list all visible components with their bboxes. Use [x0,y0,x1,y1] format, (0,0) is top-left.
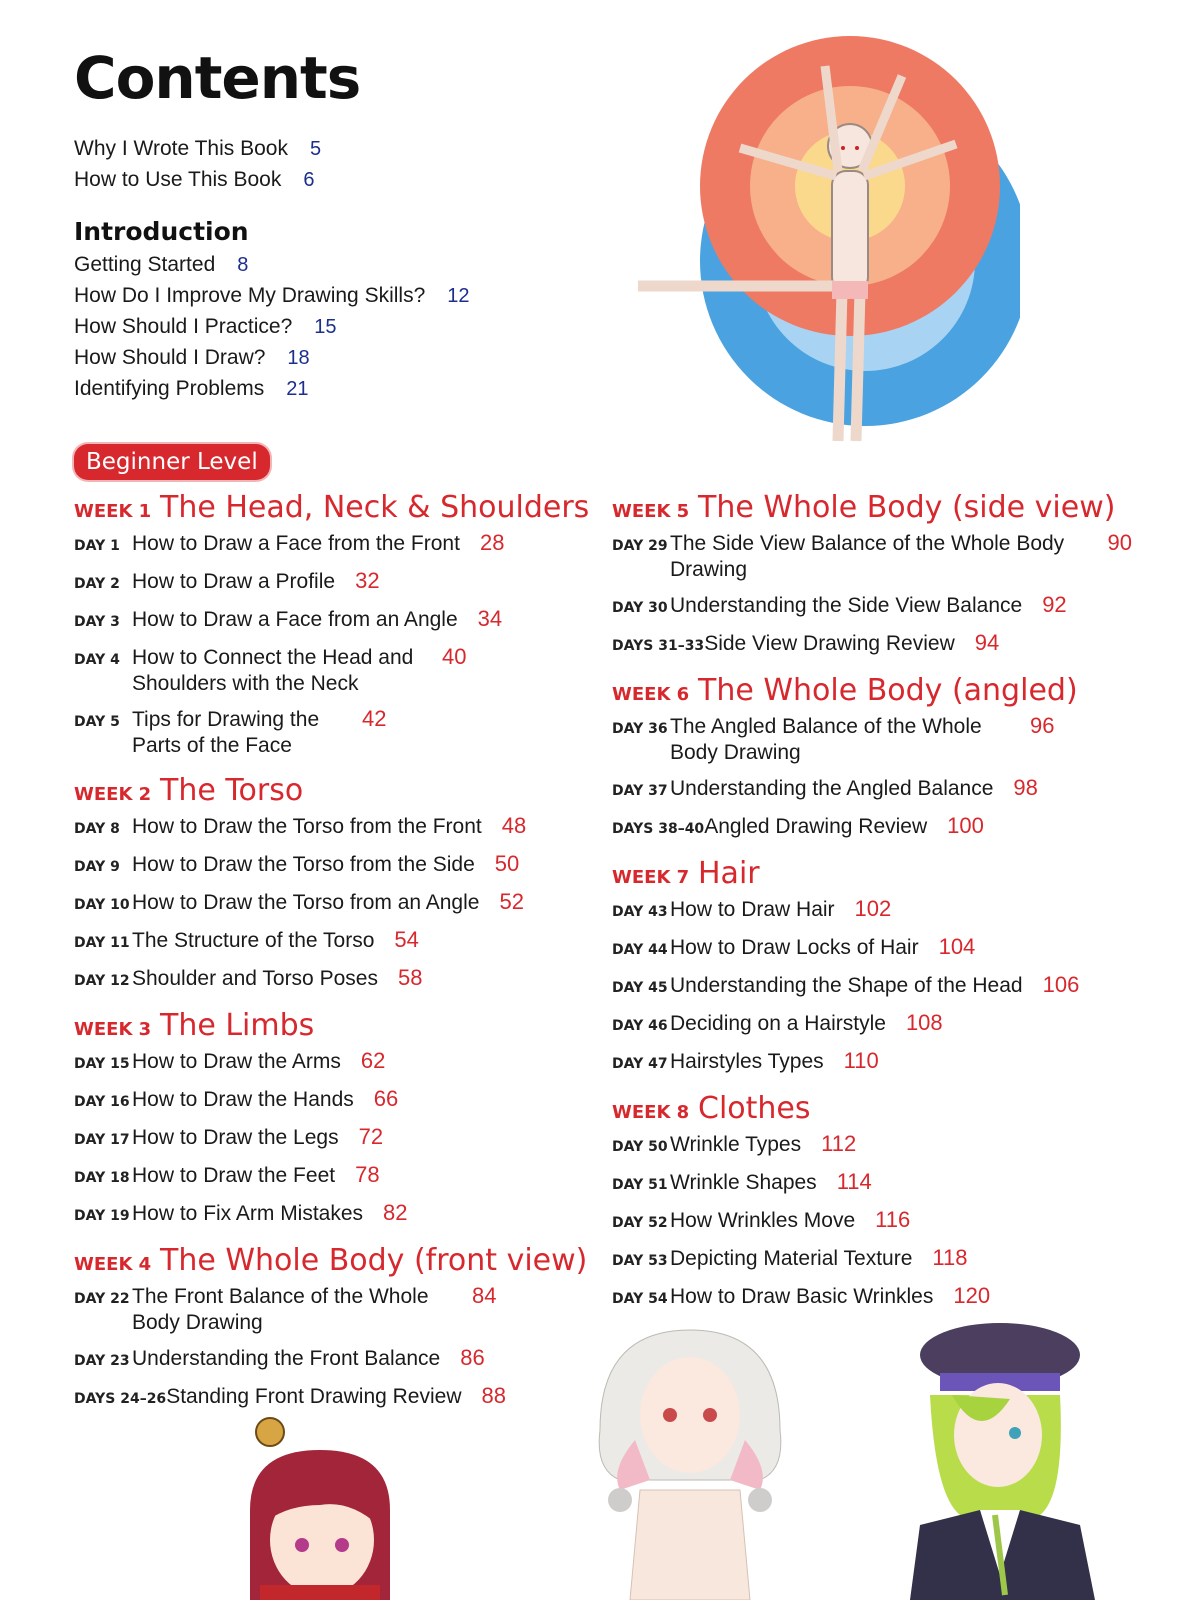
toc-entry[interactable] [74,346,470,377]
day-entry[interactable] [612,1169,1132,1198]
day-entry[interactable] [612,1283,1132,1312]
day-entry[interactable] [74,644,594,697]
entry-title: Getting Started [74,253,216,276]
day-page: 88 [481,1383,506,1408]
week-title: Hair [698,856,760,891]
day-entry[interactable] [612,530,1132,583]
day-title: How to Draw the Hands [132,1088,354,1111]
day-label: DAY 5 [74,714,120,730]
day-label: DAY 50 [612,1139,668,1155]
entry-page: 6 [303,169,315,191]
day-entry[interactable] [74,1048,594,1077]
day-entry[interactable] [74,706,594,759]
day-entry[interactable] [74,1086,594,1115]
day-entry[interactable] [74,965,594,994]
day-label: DAY 52 [612,1215,668,1231]
week-label: WEEK 4 [74,1254,152,1275]
day-page: 120 [953,1283,991,1308]
toc-entry[interactable] [74,137,321,168]
day-title: How to Draw the Torso from the Side [132,853,475,876]
day-page: 110 [843,1048,879,1073]
day-label: DAY 17 [74,1132,130,1148]
toc-entry[interactable] [74,253,470,284]
toc-column-left [74,490,594,1426]
day-entry[interactable] [612,934,1132,963]
day-title: Angled Drawing Review [704,815,928,838]
day-page: 42 [362,706,387,731]
day-label: DAY 44 [612,942,668,958]
toc-entry[interactable] [74,377,470,408]
week-section [74,490,594,759]
day-title: How to Fix Arm Mistakes [132,1202,364,1225]
front-matter-list [74,137,321,199]
day-title: How to Draw the Legs [132,1126,339,1149]
day-title: Wrinkle Types [670,1133,802,1156]
week-title: The Whole Body (angled) [698,673,1078,708]
day-entry[interactable] [612,630,1132,659]
day-title: The Angled Balance of the Whole Body Drawing [670,715,982,764]
day-page: 102 [854,896,892,921]
week-section [612,1091,1132,1312]
entry-page: 21 [286,378,309,400]
day-page: 104 [938,934,976,959]
day-page: 40 [442,644,467,669]
entry-page: 12 [447,285,470,307]
week-label: WEEK 7 [612,867,690,888]
day-label: DAY 53 [612,1253,668,1269]
day-title: How to Draw the Torso from the Front [132,815,482,838]
page-title: Contents [74,44,361,112]
day-entry[interactable] [74,1345,594,1374]
day-page: 78 [355,1162,380,1187]
day-page: 118 [932,1245,968,1270]
day-label: DAY 19 [74,1208,130,1224]
day-label: DAY 12 [74,973,130,989]
day-label: DAY 3 [74,614,120,630]
day-entry[interactable] [74,1200,594,1229]
day-entry[interactable] [612,813,1132,842]
day-label: DAY 36 [612,721,668,737]
day-title: Hairstyles Types [670,1050,824,1073]
toc-column-right [612,490,1132,1326]
toc-entry[interactable] [74,284,470,315]
figure-illustration [620,36,1020,456]
day-entry[interactable] [74,1124,594,1153]
introduction-list [74,253,470,408]
day-entry[interactable] [612,1131,1132,1160]
day-title: The Structure of the Torso [132,929,375,952]
day-page: 62 [360,1048,386,1073]
day-label: DAY 10 [74,897,130,913]
day-page: 54 [394,927,419,952]
day-page: 50 [494,851,520,876]
day-label: DAY 9 [74,859,120,875]
day-page: 94 [974,630,1000,655]
day-title: How to Draw Basic Wrinkles [670,1285,934,1308]
day-title: Understanding the Shape of the Head [670,974,1023,997]
day-title: The Side View Balance of the Whole Body Drawing [670,532,1065,581]
day-label: DAY 29 [612,538,668,554]
day-label: DAY 43 [612,904,668,920]
day-label: DAYS 31–33 [612,638,705,654]
day-page: 114 [836,1169,872,1194]
week-heading[interactable] [74,490,594,530]
day-entry[interactable] [74,851,594,880]
day-page: 98 [1013,775,1038,800]
character-illustration [210,1410,430,1600]
week-label: WEEK 3 [74,1019,152,1040]
week-label: WEEK 1 [74,501,152,522]
toc-entry[interactable] [74,315,470,346]
day-label: DAY 4 [74,652,120,668]
day-label: DAYS 24–26 [74,1391,167,1407]
day-page: 90 [1107,530,1132,555]
introduction-heading: Introduction [74,217,249,246]
day-entry[interactable] [74,1162,594,1191]
day-entry[interactable] [612,972,1132,1001]
day-title: How to Draw Hair [670,898,835,921]
day-label: DAY 51 [612,1177,668,1193]
entry-page: 15 [314,316,337,338]
day-entry[interactable] [612,592,1132,621]
week-label: WEEK 6 [612,684,690,705]
day-title: Standing Front Drawing Review [166,1385,462,1408]
day-label: DAY 30 [612,600,668,616]
day-title: How to Draw the Feet [132,1164,336,1187]
week-title: The Limbs [160,1008,315,1043]
day-label: DAY 23 [74,1353,130,1369]
day-label: DAY 16 [74,1094,130,1110]
week-section [74,1008,594,1229]
day-page: 72 [358,1124,384,1149]
day-entry[interactable] [612,775,1132,804]
day-page: 28 [479,530,505,555]
day-entry[interactable] [74,568,594,597]
day-entry[interactable] [612,1207,1132,1236]
entry-title: How Should I Practice? [74,315,293,338]
day-label: DAY 54 [612,1291,668,1307]
day-page: 32 [355,568,380,593]
entry-title: How Do I Improve My Drawing Skills? [74,284,426,307]
day-page: 58 [397,965,423,990]
entry-title: Why I Wrote This Book [74,137,288,160]
week-section [74,773,594,994]
day-entry[interactable] [612,1048,1132,1077]
day-title: Understanding the Side View Balance [670,594,1023,617]
day-label: DAY 2 [74,576,120,592]
day-page: 84 [472,1283,497,1308]
week-heading[interactable] [612,856,1132,896]
day-title: Tips for Drawing the Parts of the Face [132,708,320,757]
day-page: 106 [1042,972,1080,997]
entry-title: How Should I Draw? [74,346,266,369]
entry-page: 5 [309,138,322,160]
day-page: 48 [501,813,527,838]
week-heading[interactable] [612,1091,1132,1131]
day-title: How to Connect the Head and Shoulders with the Neck [132,646,414,695]
day-title: How Wrinkles Move [670,1209,856,1232]
week-section [74,1243,594,1412]
day-entry[interactable] [74,889,594,918]
day-page: 116 [875,1207,911,1232]
entry-page: 8 [237,254,249,276]
day-title: Deciding on a Hairstyle [670,1012,886,1035]
day-label: DAY 46 [612,1018,668,1034]
day-title: How to Draw a Face from an Angle [132,608,458,631]
week-label: WEEK 5 [612,501,690,522]
day-title: Understanding the Angled Balance [670,777,994,800]
day-entry[interactable] [74,927,594,956]
week-heading[interactable] [612,490,1132,530]
day-page: 82 [383,1200,408,1225]
week-heading[interactable] [74,1243,594,1283]
day-label: DAY 15 [74,1056,130,1072]
day-title: Side View Drawing Review [704,632,955,655]
day-label: DAYS 38–40 [612,821,705,837]
week-section [612,856,1132,1077]
week-heading[interactable] [74,773,594,813]
day-title: How to Draw a Profile [132,570,336,593]
day-page: 34 [477,606,503,631]
week-title: The Torso [160,773,304,808]
day-page: 66 [373,1086,399,1111]
day-page: 100 [947,813,984,838]
day-title: Shoulder and Torso Poses [132,967,378,990]
week-title: The Whole Body (side view) [698,490,1116,525]
day-label: DAY 22 [74,1291,130,1307]
week-section [612,490,1132,659]
day-entry[interactable] [74,813,594,842]
day-entry[interactable] [612,1245,1132,1274]
character-illustration [580,1320,800,1600]
day-label: DAY 45 [612,980,668,996]
day-label: DAY 11 [74,935,130,951]
day-title: How to Draw the Torso from an Angle [132,891,480,914]
day-title: Depicting Material Texture [670,1247,913,1270]
week-label: WEEK 8 [612,1102,690,1123]
day-title: Wrinkle Shapes [670,1171,817,1194]
week-title: Clothes [698,1091,811,1126]
day-entry[interactable] [612,1010,1132,1039]
entry-title: How to Use This Book [74,168,282,191]
day-page: 92 [1042,592,1067,617]
day-page: 86 [460,1345,485,1370]
week-heading[interactable] [612,673,1132,713]
week-title: The Whole Body (front view) [160,1243,588,1278]
day-entry[interactable] [74,1283,594,1336]
day-page: 108 [905,1010,943,1035]
day-page: 112 [821,1131,857,1156]
day-title: The Front Balance of the Whole Body Drawing [132,1285,429,1334]
day-title: How to Draw the Arms [132,1050,341,1073]
day-label: DAY 1 [74,538,120,554]
day-title: How to Draw a Face from the Front [132,532,460,555]
day-entry[interactable] [612,896,1132,925]
day-entry[interactable] [74,530,594,559]
day-title: Understanding the Front Balance [132,1347,441,1370]
week-heading[interactable] [74,1008,594,1048]
week-section [612,673,1132,842]
day-label: DAY 47 [612,1056,668,1072]
day-entry[interactable] [612,713,1132,766]
week-title: The Head, Neck & Shoulders [160,490,590,525]
week-label: WEEK 2 [74,784,152,805]
day-label: DAY 37 [612,783,668,799]
entry-title: Identifying Problems [74,377,265,400]
day-page: 52 [499,889,524,914]
day-label: DAY 18 [74,1170,130,1186]
day-title: How to Draw Locks of Hair [670,936,919,959]
day-label: DAY 8 [74,821,120,837]
day-entry[interactable] [74,1383,594,1412]
toc-entry[interactable] [74,168,321,199]
day-page: 96 [1030,713,1055,738]
entry-page: 18 [287,347,310,369]
day-entry[interactable] [74,606,594,635]
level-badge: Beginner Level [74,444,270,480]
character-illustration [880,1315,1110,1600]
